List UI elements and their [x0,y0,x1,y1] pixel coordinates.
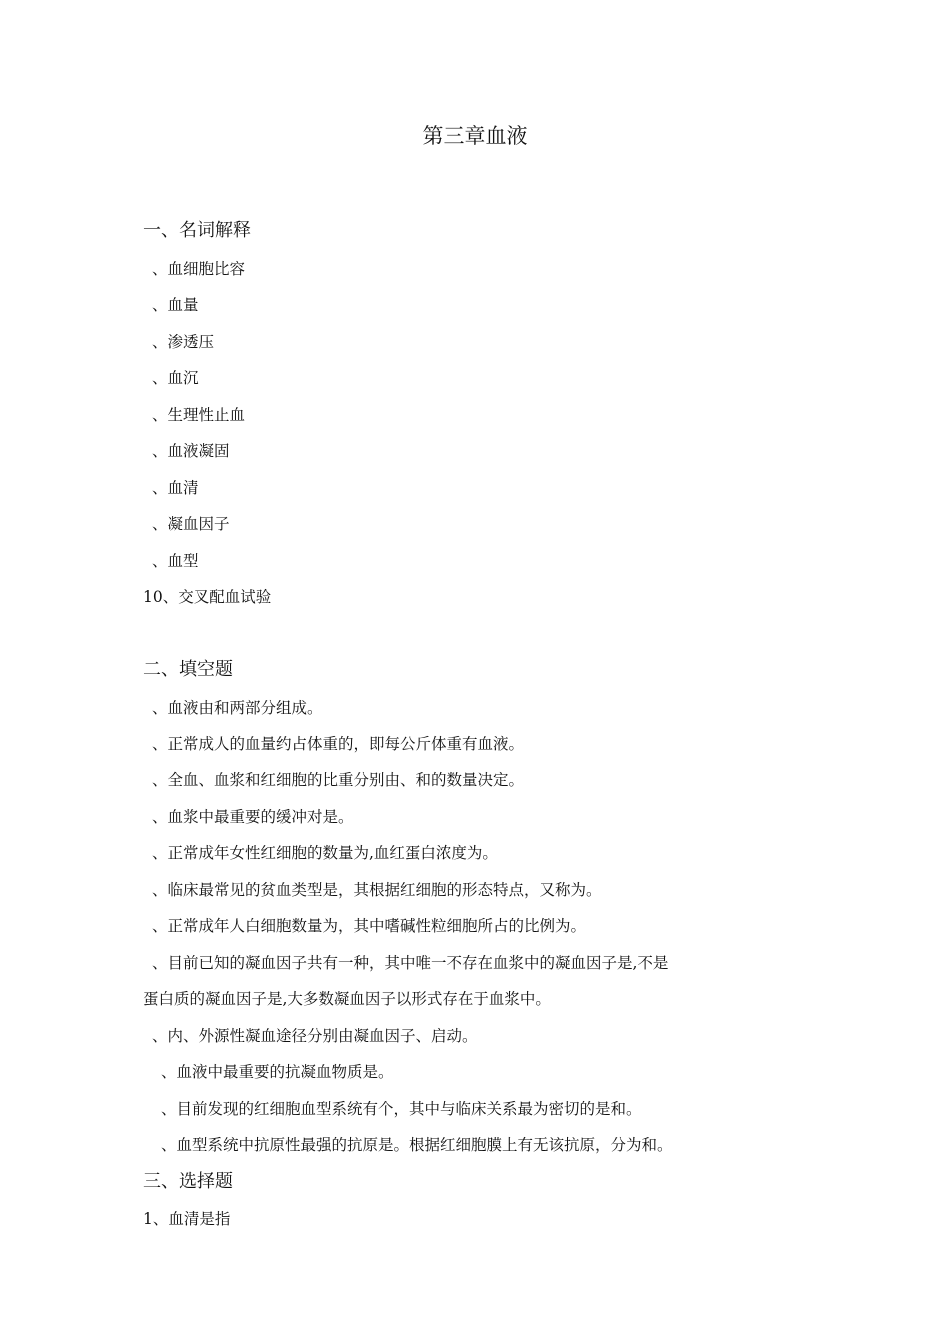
term-item: 、渗透压 [152,333,215,351]
term-item: 、血量 [152,296,199,314]
fill-in-item: 、正常成年女性红细胞的数量为,血红蛋白浓度为。 [152,844,498,862]
section-heading-choice: 三、选择题 [143,1171,233,1192]
fill-in-item: 、临床最常见的贫血类型是，其根据红细胞的形态特点，又称为。 [152,881,602,899]
fill-in-item: 、内、外源性凝血途径分别由凝血因子、启动。 [152,1027,478,1045]
section-heading-terms: 一、名词解释 [143,220,251,241]
fill-in-item: 、全血、血浆和红细胞的比重分别由、和的数量决定。 [152,771,525,789]
chapter-title: 第三章血液 [422,124,528,148]
choice-item: 1、血清是指 [143,1210,231,1228]
term-item: 、血沉 [152,369,199,387]
fill-in-item: 、血型系统中抗原性最强的抗原是。根据红细胞膜上有无该抗原，分为和。 [161,1136,673,1154]
term-item: 、血液凝固 [152,442,230,460]
term-item: 、血型 [152,552,199,570]
fill-in-item: 、血液中最重要的抗凝血物质是。 [161,1063,394,1081]
fill-in-item-continued: 蛋白质的凝血因子是,大多数凝血因子以形式存在于血浆中。 [143,990,551,1008]
fill-in-item: 、血浆中最重要的缓冲对是。 [152,808,354,826]
section-heading-fill-in: 二、填空题 [143,659,233,680]
term-item: 、血细胞比容 [152,260,246,278]
term-item: 10、交叉配血试验 [143,588,272,606]
fill-in-item: 、正常成年人白细胞数量为，其中嗜碱性粒细胞所占的比例为。 [152,917,587,935]
fill-in-item: 、目前发现的红细胞血型系统有个，其中与临床关系最为密切的是和。 [161,1100,642,1118]
term-item: 、血清 [152,479,199,497]
fill-in-item: 、正常成人的血量约占体重的，即每公斤体重有血液。 [152,735,525,753]
fill-in-item: 、目前已知的凝血因子共有一种，其中唯一不存在血浆中的凝血因子是,不是 [152,954,669,972]
term-item: 、生理性止血 [152,406,246,424]
fill-in-item: 、血液由和两部分组成。 [152,699,323,717]
term-item: 、凝血因子 [152,515,230,533]
